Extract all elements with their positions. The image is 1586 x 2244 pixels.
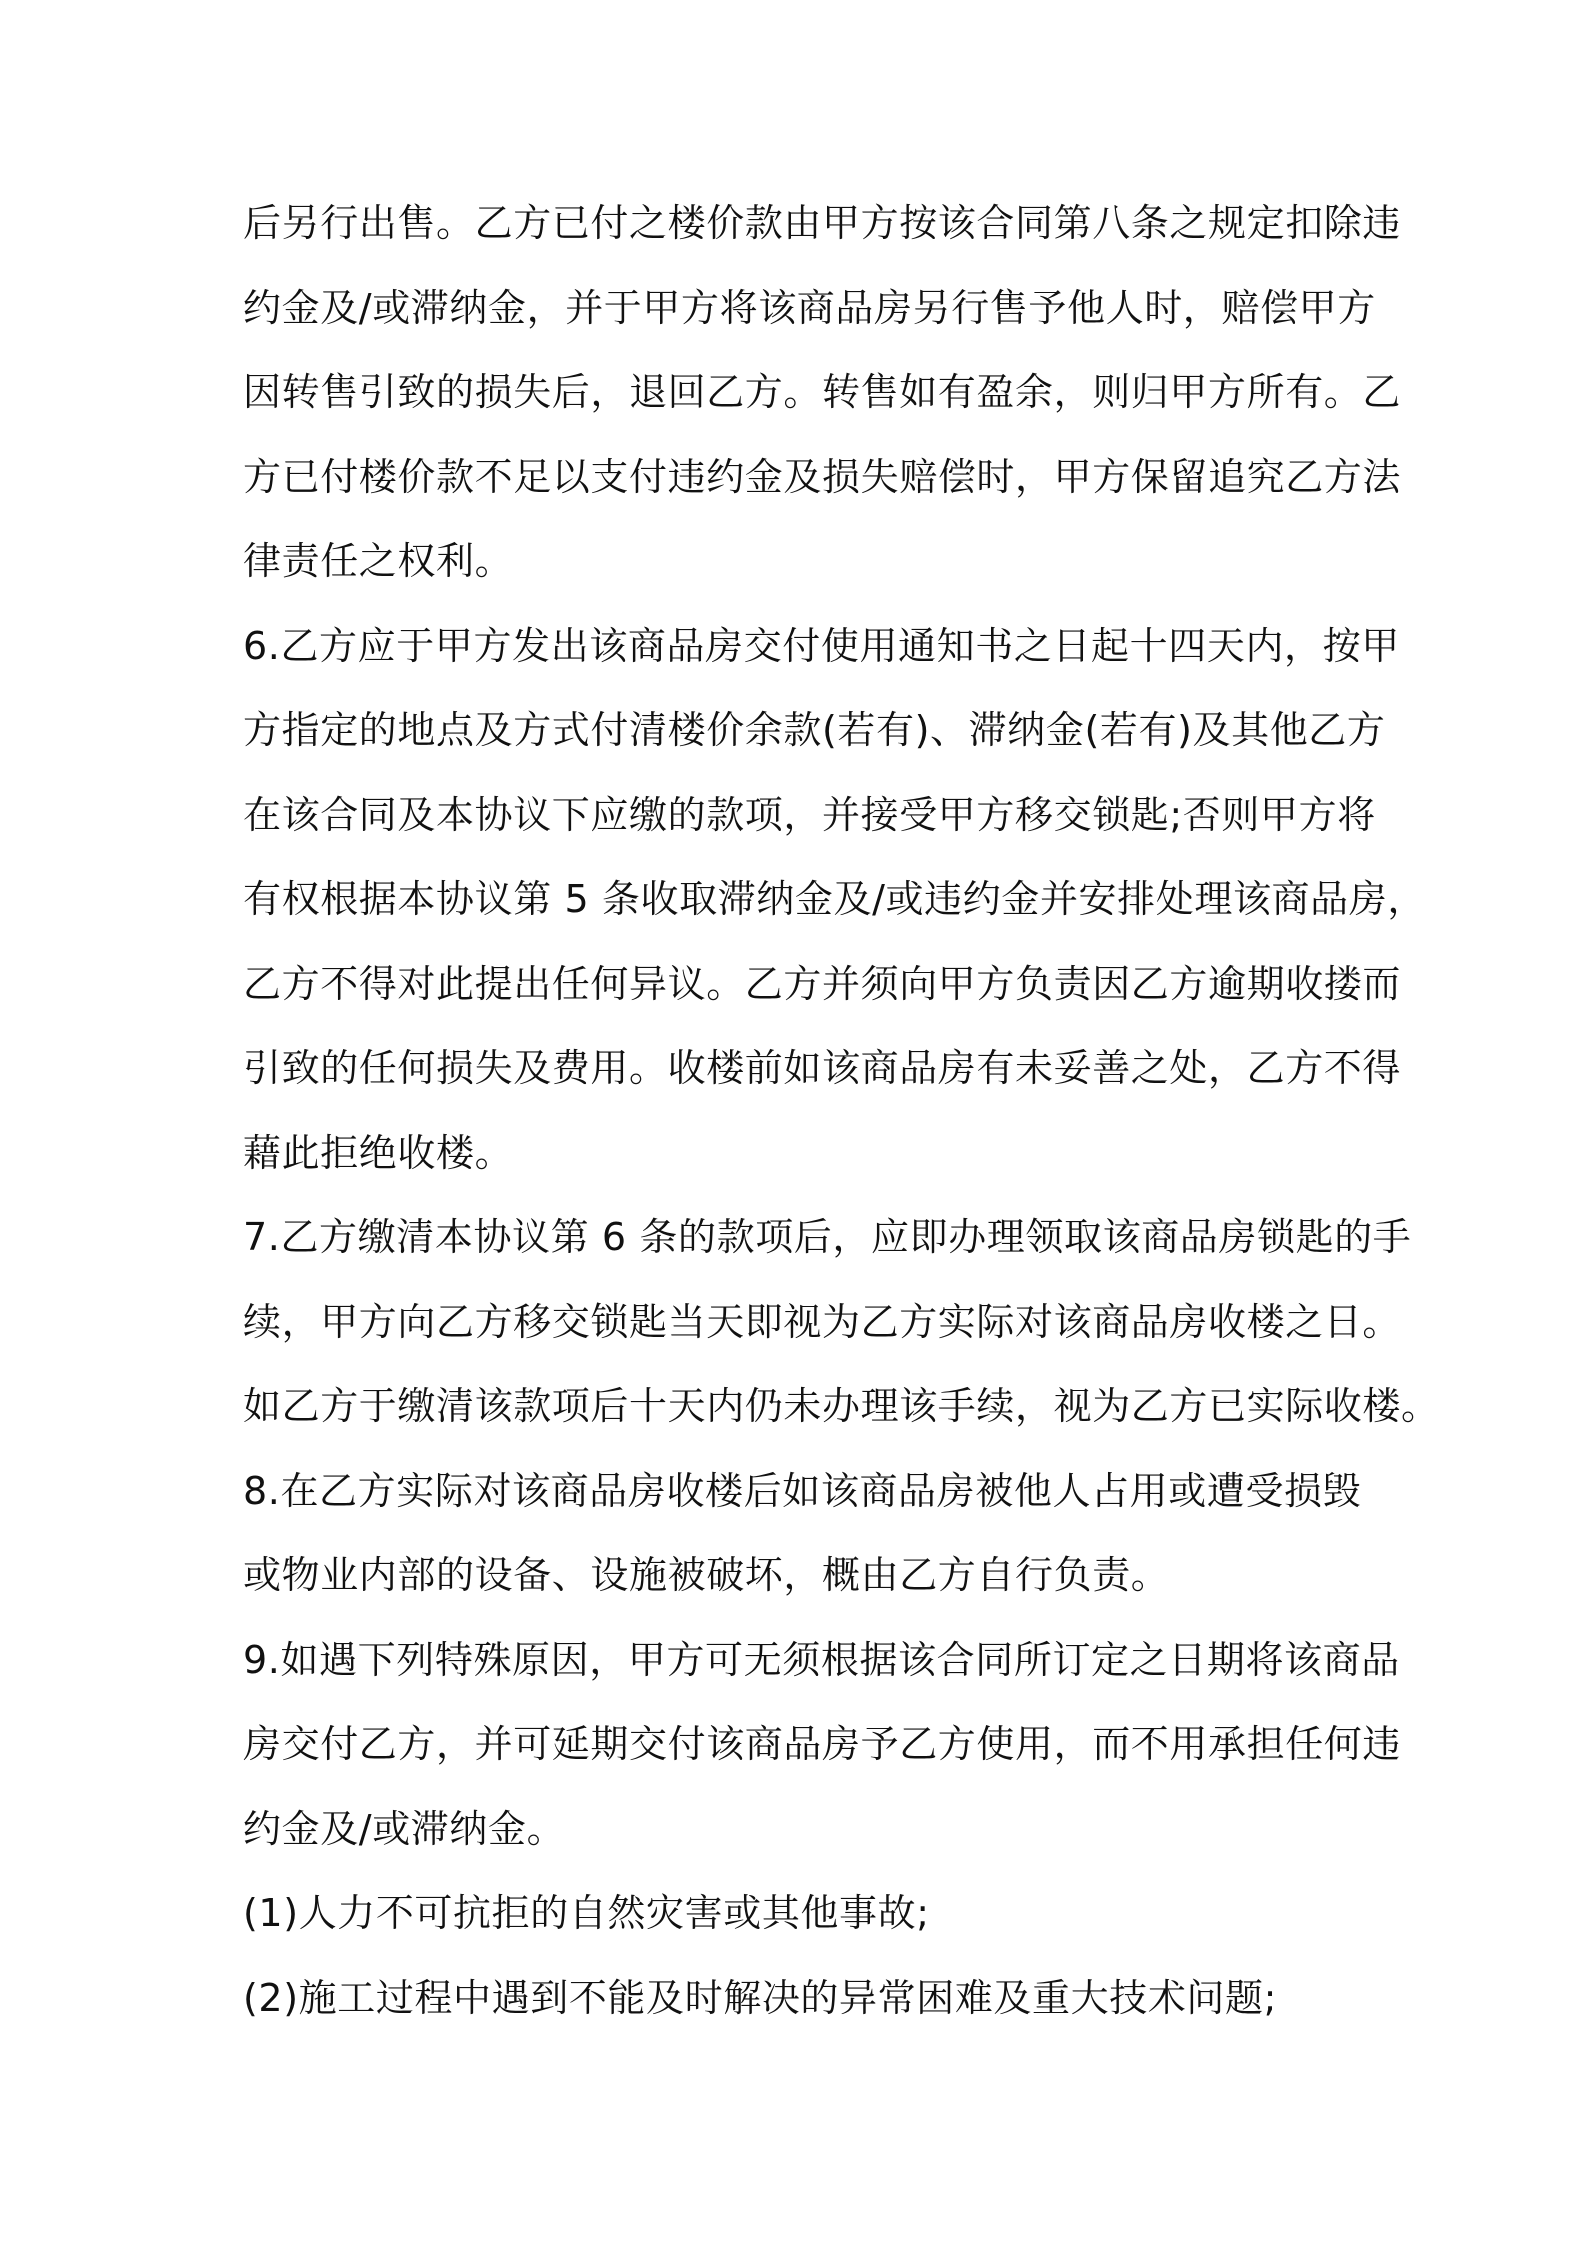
text-line: 后另行出售。乙方已付之楼价款由甲方按该合同第八条之规定扣除违 bbox=[243, 201, 1402, 245]
list-item-2: (2)施工过程中遇到不能及时解决的异常困难及重大技术问题; bbox=[243, 1975, 1278, 2020]
text-line: 或物业内部的设备、设施被破坏，概由乙方自行负责。 bbox=[243, 1553, 1170, 1597]
text-line: 续，甲方向乙方移交锁匙当天即视为乙方实际对该商品房收楼之日。 bbox=[243, 1299, 1402, 1344]
text-line: 方指定的地点及方式付清楼价余款(若有)、滞纳金(若有)及其他乙方 bbox=[243, 708, 1386, 752]
text-line: 方已付楼价款不足以支付违约金及损失赔偿时，甲方保留追究乙方法 bbox=[243, 454, 1402, 499]
text-line: 房交付乙方，并可延期交付该商品房予乙方使用，而不用承担任何违 bbox=[243, 1722, 1402, 1766]
text-line: 约金及/或滞纳金，并于甲方将该商品房另行售予他人时，赔偿甲方 bbox=[243, 285, 1376, 330]
text-line: 藉此拒绝收楼。 bbox=[243, 1130, 514, 1175]
clause-6-line: 6.乙方应于甲方发出该商品房交付使用通知书之日起十四天内，按甲 bbox=[243, 623, 1400, 668]
text-line: 约金及/或滞纳金。 bbox=[243, 1806, 566, 1851]
text-line: 律责任之权利。 bbox=[243, 539, 514, 583]
text-line: 有权根据本协议第 5 条收取滞纳金及/或违约金并安排处理该商品房， bbox=[243, 877, 1426, 921]
text-line: 因转售引致的损失后，退回乙方。转售如有盈余，则归甲方所有。乙 bbox=[243, 370, 1402, 414]
text-line: 在该合同及本协议下应缴的款项，并接受甲方移交锁匙;否则甲方将 bbox=[243, 792, 1376, 837]
text-line: 如乙方于缴清该款项后十天内仍未办理该手续，视为乙方已实际收楼。 bbox=[243, 1384, 1440, 1428]
clause-9-line: 9.如遇下列特殊原因，甲方可无须根据该合同所订定之日期将该商品 bbox=[243, 1637, 1400, 1682]
list-item-1: (1)人力不可抗拒的自然灾害或其他事故; bbox=[243, 1891, 930, 1935]
document-body bbox=[243, 198, 1440, 2057]
clause-7-line: 7.乙方缴清本协议第 6 条的款项后，应即办理领取该商品房锁匙的手 bbox=[243, 1215, 1412, 1259]
text-line: 乙方不得对此提出任何异议。乙方并须向甲方负责因乙方逾期收搂而 bbox=[243, 961, 1402, 1006]
clause-8-line: 8.在乙方实际对该商品房收楼后如该商品房被他人占用或遭受损毁 bbox=[243, 1468, 1362, 1513]
text-line: 引致的任何损失及费用。收楼前如该商品房有未妥善之处，乙方不得 bbox=[243, 1046, 1402, 1090]
